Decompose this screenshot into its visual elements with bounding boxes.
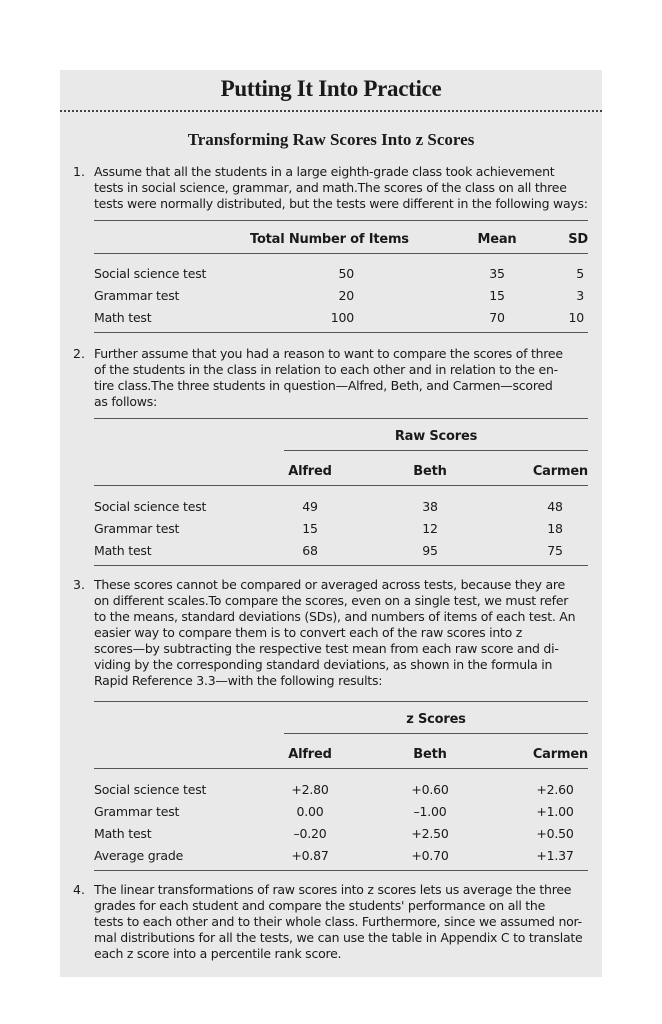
table1-bottom-rule: [94, 332, 588, 333]
table3-cell-carmen: +1.37: [536, 848, 574, 863]
table2-row-label: Grammar test: [94, 521, 180, 536]
table1-row-label: Math test: [94, 310, 152, 325]
table2-group-header: Raw Scores: [394, 429, 478, 444]
item-3-line-4: easier way to compare them is to convert each of the raw scores into z: [94, 625, 523, 640]
item-number-4: 4.: [73, 882, 85, 897]
table3-header-beth: Beth: [413, 747, 447, 762]
box-title: Putting It Into Practice: [220, 76, 442, 101]
table3-group-rule: [284, 733, 588, 734]
table2-cell-alfred: 15: [302, 521, 318, 536]
table1-cell-items: 50: [338, 266, 354, 281]
item-2-line-1: Further assume that you had a reason to want to compare the scores of three: [94, 346, 563, 361]
table2-bottom-rule: [94, 565, 588, 566]
table3-row-label: Social science test: [94, 782, 207, 797]
table3-row-label: Average grade: [94, 848, 184, 863]
table3-cell-carmen: +1.00: [536, 804, 574, 819]
table1-cell-mean: 35: [489, 266, 505, 281]
table3-cell-beth: –1.00: [413, 804, 447, 819]
table2-cell-beth: 38: [422, 499, 438, 514]
table1-header-mean: Mean: [477, 232, 517, 247]
table2-group-rule: [284, 450, 588, 451]
table2-row-label: Math test: [94, 543, 152, 558]
item-3-line-3: to the means, standard deviations (SDs), and numbers of items of each test. An: [94, 609, 576, 624]
table3-cell-alfred: +0.87: [291, 848, 329, 863]
item-paragraph-4: [94, 882, 590, 962]
item-paragraph-1: [94, 164, 590, 212]
item-3-line-7: Rapid Reference 3.3—with the following results:: [94, 673, 383, 688]
item-paragraph-3: [94, 577, 590, 689]
dotted-divider: [60, 110, 602, 112]
table2-cell-beth: 12: [422, 521, 438, 536]
table1-header-rule: [94, 253, 588, 254]
table3-top-rule: [94, 701, 588, 702]
table2-cell-beth: 95: [422, 543, 438, 558]
table1-cell-mean: 15: [489, 288, 505, 303]
table1-cell-mean: 70: [489, 310, 505, 325]
table2-cell-alfred: 68: [302, 543, 318, 558]
table1-header-items: Total Number of Items: [250, 232, 409, 247]
table3-header-carmen: Carmen: [532, 747, 588, 762]
item-4-line-3: tests to each other and to their whole class. Furthermore, since we assumed nor-: [94, 914, 582, 929]
item-3-line-1: These scores cannot be compared or averaged across tests, because they are: [94, 577, 565, 592]
table1-row-label: Grammar test: [94, 288, 180, 303]
table2-header-rule: [94, 485, 588, 486]
table3-bottom-rule: [94, 870, 588, 871]
table3-cell-alfred: –0.20: [293, 826, 327, 841]
table2-row-label: Social science test: [94, 499, 207, 514]
table3-cell-alfred: +2.80: [291, 782, 329, 797]
item-3-line-6: viding by the corresponding standard deviations, as shown in the formula in: [94, 657, 553, 672]
table1-cell-sd: 3: [576, 288, 584, 303]
table2-cell-carmen: 48: [547, 499, 563, 514]
item-4-line-2: grades for each student and compare the students' performance on all the: [94, 898, 546, 913]
table2-top-rule: [94, 418, 588, 419]
table3-cell-beth: +0.70: [411, 848, 449, 863]
item-number-1: 1.: [73, 164, 85, 179]
table3-header-alfred: Alfred: [288, 747, 332, 762]
table1-row-label: Social science test: [94, 266, 207, 281]
table3-cell-beth: +2.50: [411, 826, 449, 841]
item-2-line-3: tire class.The three students in question—Alfred, Beth, and Carmen—scored: [94, 378, 553, 393]
item-3-line-2: on different scales.To compare the scores, even on a single test, we must refer: [94, 593, 569, 608]
item-4-line-4: mal distributions for all the tests, we can use the table in Appendix C to translate: [94, 930, 583, 945]
item-paragraph-2: [94, 346, 590, 410]
table3-group-header: z Scores: [406, 712, 466, 727]
item-2-line-4: as follows:: [94, 394, 157, 409]
item-4-line-1: The linear transformations of raw scores into z scores lets us average the three: [94, 882, 572, 897]
table2-header-carmen: Carmen: [532, 464, 588, 479]
table1-cell-sd: 10: [568, 310, 584, 325]
section-subtitle: Transforming Raw Scores Into z Scores: [187, 130, 475, 149]
table3-cell-carmen: +0.50: [536, 826, 574, 841]
table2-header-beth: Beth: [413, 464, 447, 479]
table3-cell-alfred: 0.00: [296, 804, 324, 819]
table2-cell-carmen: 75: [547, 543, 563, 558]
table1-cell-items: 100: [330, 310, 354, 325]
practice-box: [60, 70, 602, 977]
item-1-line-3: tests were normally distributed, but the tests were different in the following ways:: [94, 196, 588, 211]
table1-cell-items: 20: [338, 288, 354, 303]
item-2-line-2: of the students in the class in relation to each other and in relation to the en-: [94, 362, 558, 377]
table3-header-rule: [94, 768, 588, 769]
table2-cell-alfred: 49: [302, 499, 318, 514]
item-1-line-1: Assume that all the students in a large eighth-grade class took achievement: [94, 164, 555, 179]
table1-cell-sd: 5: [576, 266, 584, 281]
table3-cell-beth: +0.60: [411, 782, 449, 797]
table3-row-label: Grammar test: [94, 804, 180, 819]
table3-cell-carmen: +2.60: [536, 782, 574, 797]
item-4-line-5: each z score into a percentile rank score.: [94, 946, 342, 961]
table2-header-alfred: Alfred: [288, 464, 332, 479]
table2-cell-carmen: 18: [547, 521, 563, 536]
item-number-3: 3.: [73, 577, 85, 592]
item-3-line-5: scores—by subtracting the respective test mean from each raw score and di-: [94, 641, 559, 656]
table3-row-label: Math test: [94, 826, 152, 841]
item-number-2: 2.: [73, 346, 85, 361]
table1-header-sd: SD: [568, 232, 588, 247]
item-1-line-2: tests in social science, grammar, and math.The scores of the class on all three: [94, 180, 567, 195]
table1-top-rule: [94, 220, 588, 221]
